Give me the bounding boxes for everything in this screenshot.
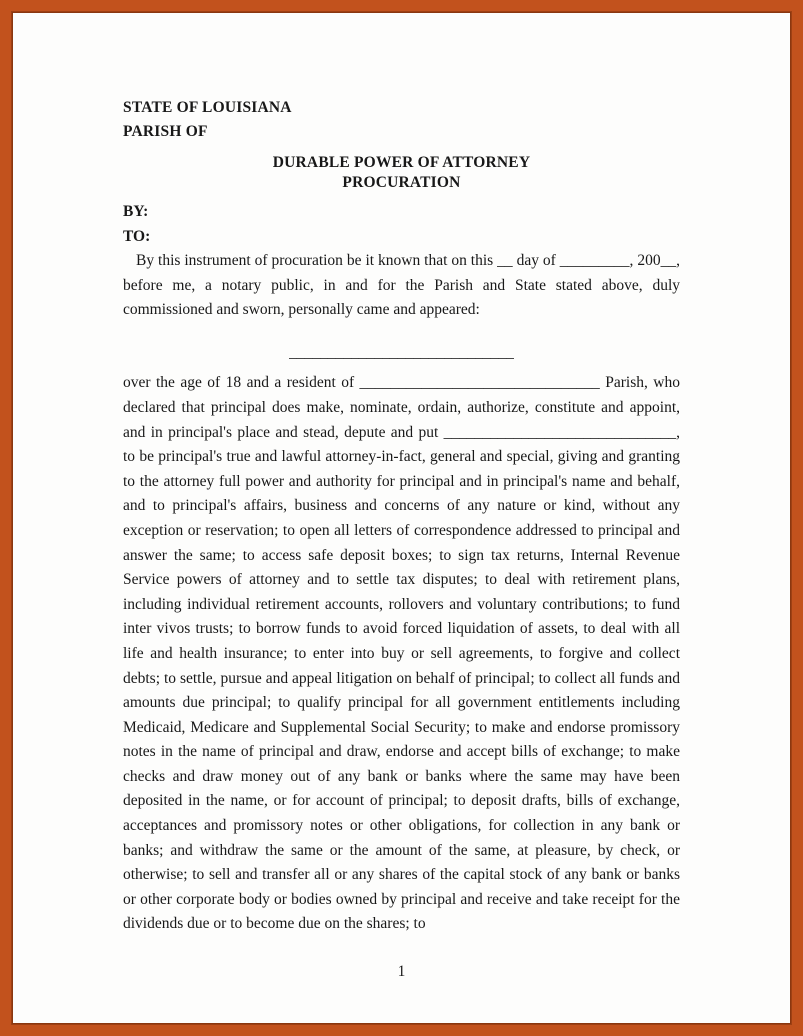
party-labels [123,199,680,249]
document-body [123,96,680,937]
venue-heading [123,96,680,144]
document-title [123,153,680,192]
to-label: TO: [123,228,151,245]
intro-paragraph: By this instrument of procuration be it known that on this __ day of _________, 200__, before me, a notary public, in and for the Parish and State stated above, duly commissioned and sworn, personally came and appeared: [123,252,680,319]
page-number: 1 [397,963,406,980]
body-paragraph: over the age of 18 and a resident of _______________________________ Parish, who declared that principal does make, nominate, ordain, authorize, constitute and appoint, and in principal's place and stead, depute and put ______________________________, to be principal's true and lawful attorney-in-fact, general and special, giving and granting to the attorney full power and authority for principal and in principal's name and behalf, and to principal's affairs, business and concerns of any nature or kind, without any exception or reservation; to open all letters of correspondence addressed to principal and answer the same; to access safe deposit boxes; to sign tax returns, Internal Revenue Service powers of attorney and to settle tax disputes; to deal with retirement plans, including individual retirement accounts, rollovers and voluntary contributions; to fund inter vivos trusts; to borrow funds to avoid forced liquidation of assets, to deal with all life and health insurance; to enter into buy or sell agreements, to forgive and collect debts; to settle, pursue and appeal litigation on behalf of principal; to collect all funds and amounts due principal; to qualify principal for all government entitlements including Medicaid, Medicare and Supplemental Social Security; to make and endorse promissory notes in the name of principal and draw, endorse and accept bills of exchange; to make checks and draw money out of any bank or banks where the same may have been deposited in the name, or for account of principal; to deposit drafts, bills of exchange, acceptances and promissory notes or other obligations, for collection in any bank or banks; and withdraw the same or the amount of the same, at pleasure, by check, or otherwise; to sell and transfer all or any shares of the capital stock of any bank or banks or other corporate body or bodies owned by principal and receive and take receipt for the dividends due or to become due on the shares; to [123,374,680,933]
state-heading: STATE OF LOUISIANA [123,99,292,116]
title-line-2: PROCURATION [342,173,461,191]
parish-heading: PARISH OF [123,123,208,140]
appearer-blank-line: _____________________________ [289,343,514,361]
title-line-1: DURABLE POWER OF ATTORNEY [272,154,531,171]
by-label: BY: [123,203,149,220]
